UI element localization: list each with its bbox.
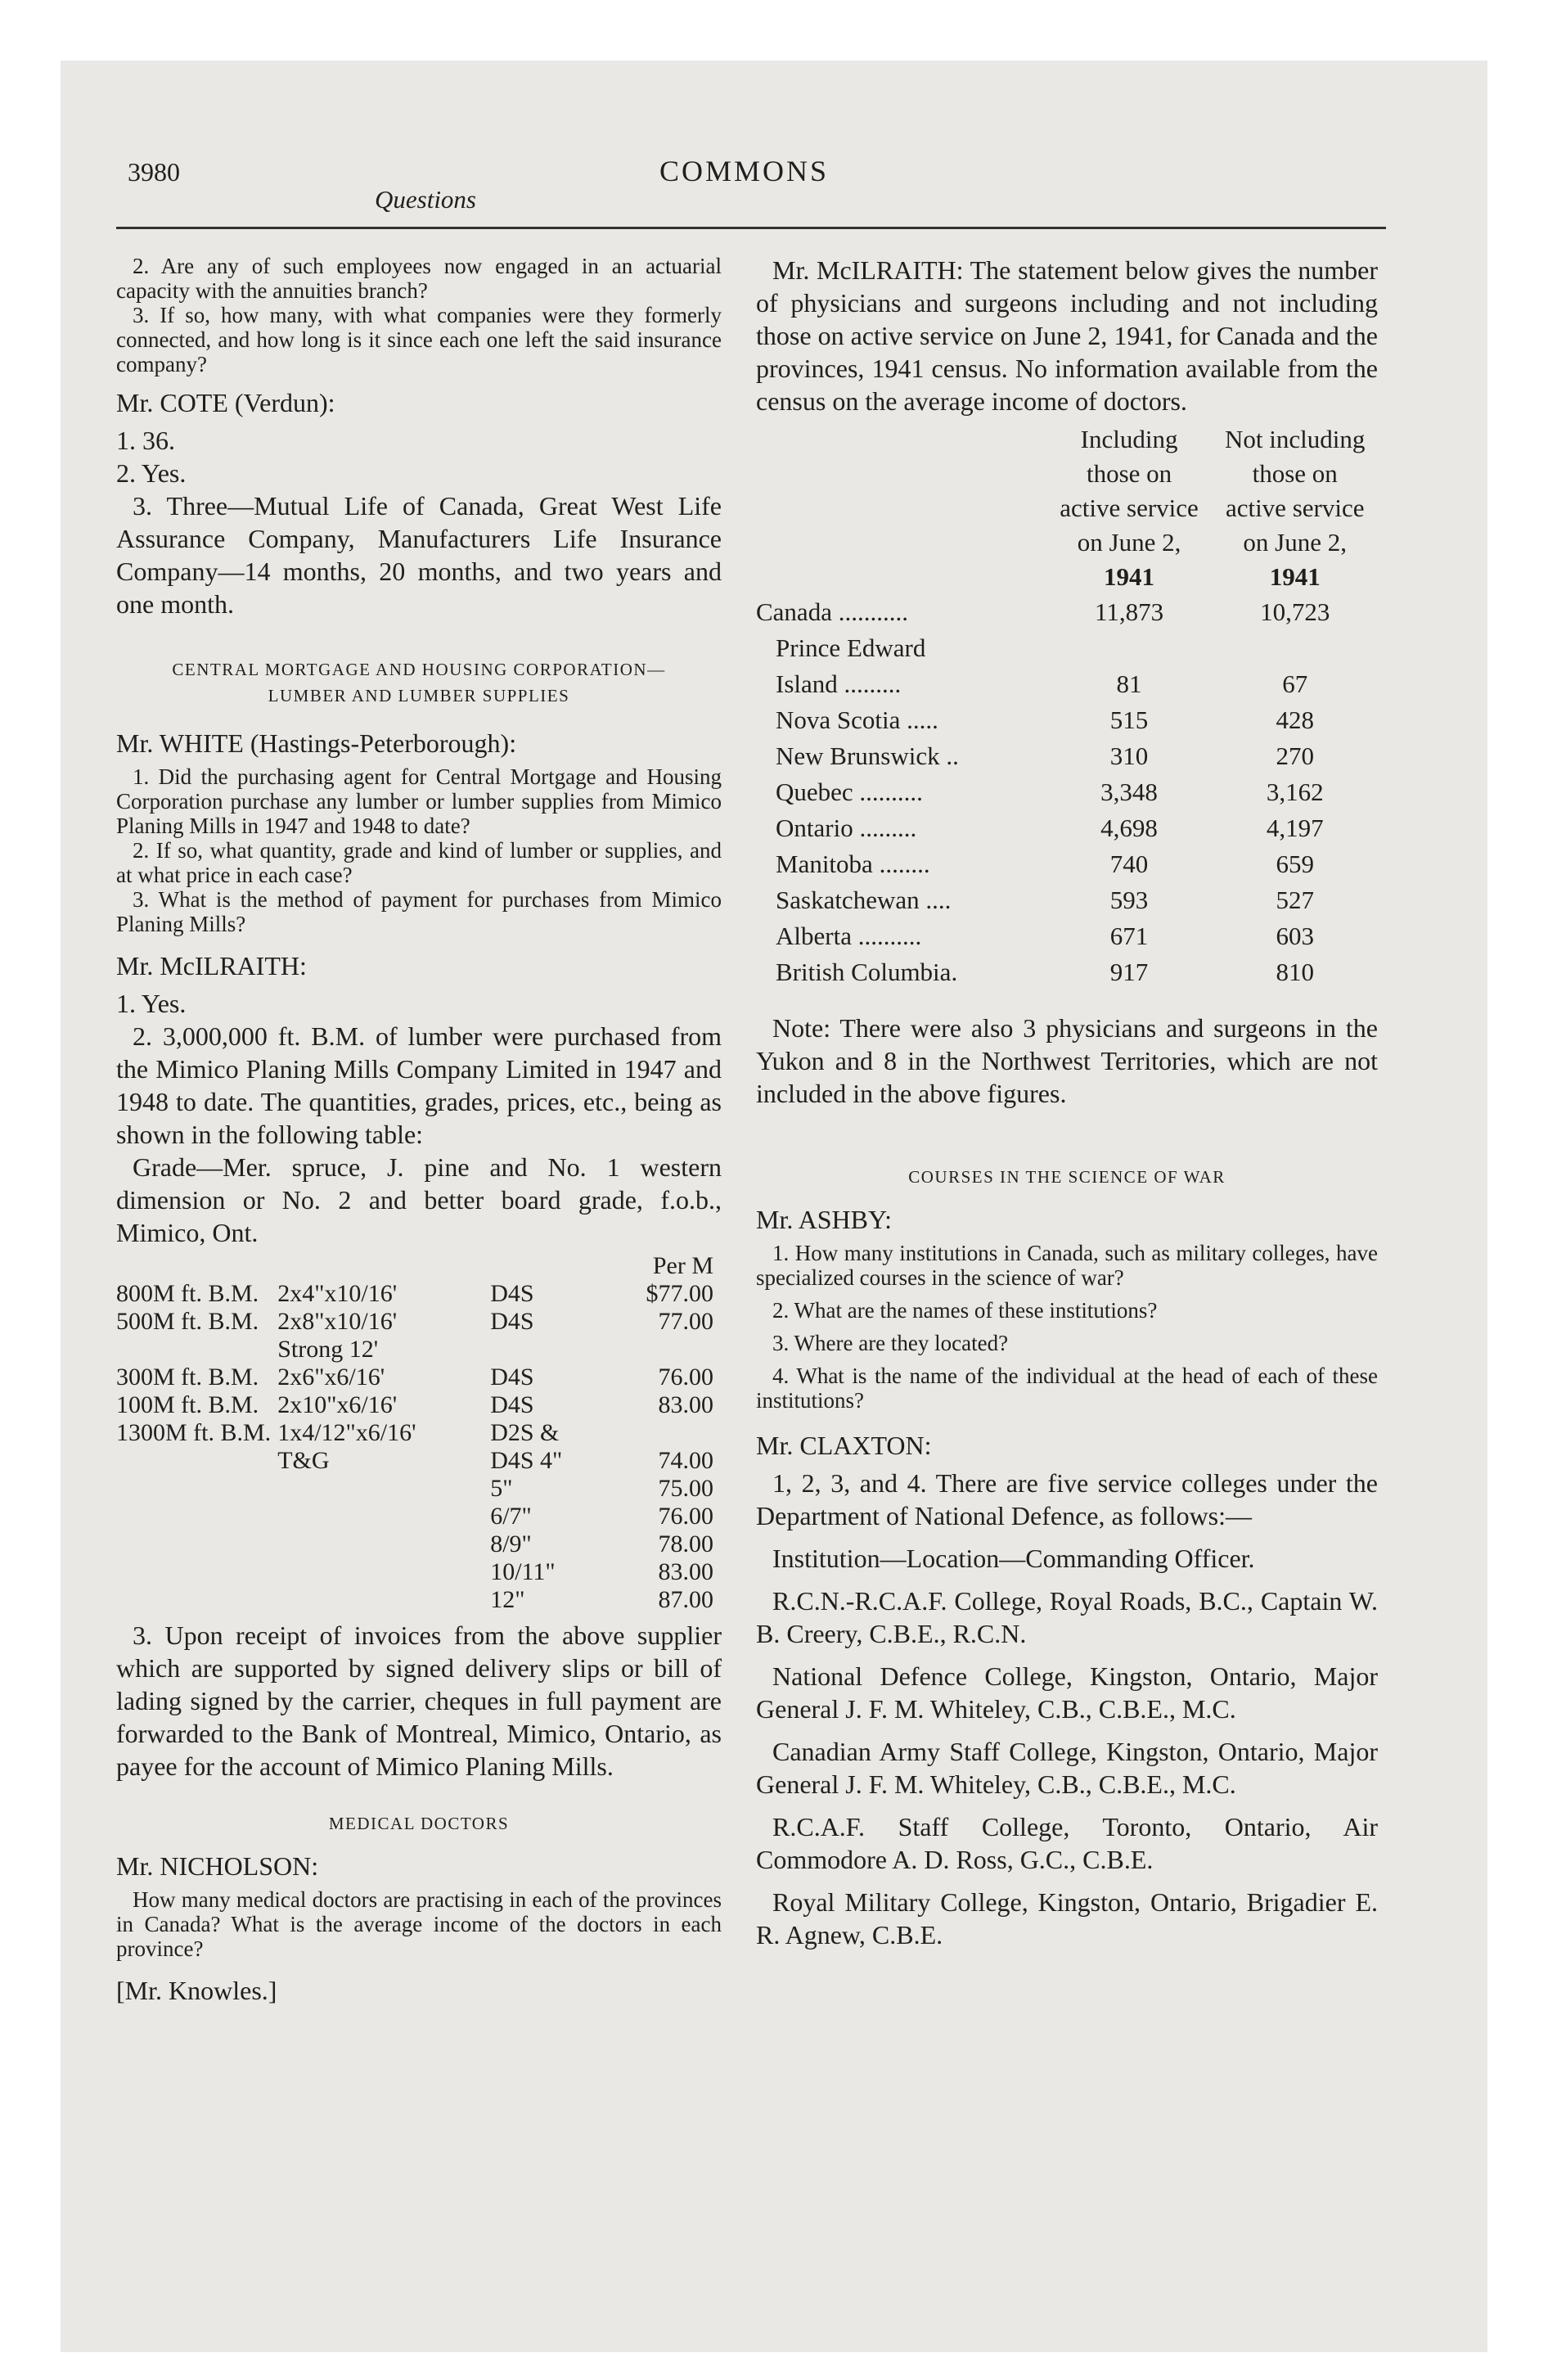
province-name: Quebec .......... — [776, 778, 923, 806]
cell-qty — [116, 1530, 271, 1558]
cell-excl: 67 — [1282, 669, 1308, 698]
page-title: COMMONS — [659, 155, 830, 187]
table-row — [116, 1391, 713, 1419]
province-name: Island ......... — [776, 669, 902, 698]
cell-price — [588, 1336, 713, 1364]
note-text: Note: There were also 3 physicians and surgeons in the Yukon and 8 in the Northwest Territories, which are not included in the above figures. — [756, 1013, 1378, 1108]
table-row — [756, 882, 1378, 918]
cell-price: 83.00 — [658, 1558, 713, 1585]
answer-text: 1, 2, 3, and 4. There are five service colleges under the Department of National Defence, as follows:— — [756, 1468, 1378, 1530]
table-row — [756, 774, 1378, 810]
answer-text: 1. 36. — [116, 426, 175, 455]
cell-price: $77.00 — [646, 1280, 713, 1307]
section-heading: CENTRAL MORTGAGE AND HOUSING CORPORATION— — [172, 660, 666, 679]
cell-finish: D4S — [490, 1308, 534, 1335]
province-name: Nova Scotia ..... — [776, 705, 938, 734]
cell-incl: 917 — [1109, 958, 1149, 986]
cell-price: 77.00 — [658, 1308, 713, 1335]
cell-finish: D4S — [490, 1364, 534, 1391]
cell-finish: 6/7" — [490, 1503, 532, 1530]
cell-size — [271, 1475, 474, 1503]
cell-size — [271, 1586, 474, 1614]
speaker-name: Mr. CLAXTON: — [756, 1431, 932, 1460]
cell-excl: 3,162 — [1266, 778, 1324, 806]
cell-excl: 810 — [1276, 958, 1314, 986]
province-name: Prince Edward — [776, 633, 926, 662]
cell-qty — [116, 1503, 271, 1530]
question-text: 3. Where are they located? — [772, 1331, 1009, 1355]
table-row — [116, 1336, 713, 1364]
cell-size: 2x10"x6/16' — [277, 1391, 398, 1418]
cell-size: Strong 12' — [277, 1336, 379, 1363]
cell-qty: 800M ft. B.M. — [116, 1280, 259, 1307]
member-attribution: [Mr. Knowles.] — [116, 1976, 277, 2005]
institution-entry: National Defence College, Kingston, Ontario, Major General J. F. M. Whiteley, C.B., C.B.E., M.C. — [756, 1661, 1378, 1724]
cell-finish: D4S — [490, 1280, 534, 1307]
answer-text: 3. Three—Mutual Life of Canada, Great West Life Assurance Company, Manufacturers Life Insurance Company—14 months, 20 months, and two years and one month. — [116, 491, 722, 619]
table-row — [756, 918, 1378, 954]
cell-size: 1x4/12"x6/16' — [277, 1419, 416, 1446]
table-row — [756, 954, 1378, 990]
table-row — [116, 1503, 713, 1530]
cell-qty — [116, 1447, 271, 1475]
speaker-name: Mr. ASHBY: — [756, 1205, 892, 1234]
question-text: 3. If so, how many, with what companies were they formerly connected, and how long is it since each one left the said insurance company? — [116, 303, 722, 376]
cell-size: T&G — [277, 1447, 330, 1474]
institution-list — [756, 1542, 1378, 1951]
cell-incl: 3,348 — [1100, 778, 1158, 806]
cell-price: 76.00 — [658, 1503, 713, 1530]
cell-incl: 671 — [1109, 922, 1149, 950]
cell-price: 74.00 — [658, 1447, 713, 1474]
table-row — [116, 1475, 713, 1503]
question-text: 1. How many institutions in Canada, such as military colleges, have specialized courses in the science of war? — [756, 1241, 1378, 1290]
institution-entry: Institution—Location—Commanding Officer. — [772, 1544, 1255, 1573]
section-heading: MEDICAL DOCTORS — [328, 1814, 510, 1833]
cell-incl: 81 — [1116, 669, 1142, 698]
cell-qty: 100M ft. B.M. — [116, 1391, 259, 1418]
cell-incl: 740 — [1109, 850, 1149, 878]
cell-finish: D2S & — [490, 1419, 560, 1446]
cell-finish: D4S 4" — [490, 1447, 563, 1474]
province-name: Saskatchewan .... — [776, 886, 952, 914]
institution-entry: R.C.A.F. Staff College, Toronto, Ontario, Air Commodore A. D. Ross, G.C., C.B.E. — [756, 1812, 1378, 1874]
speaker-name: Mr. COTE (Verdun): — [116, 388, 335, 417]
answer-text: 2. Yes. — [116, 458, 187, 488]
question-text: 2. If so, what quantity, grade and kind of lumber or supplies, and at what price in each case? — [116, 838, 722, 887]
cell-size: 2x6"x6/16' — [277, 1364, 385, 1391]
cell-finish — [474, 1336, 588, 1364]
cell-price: 78.00 — [658, 1530, 713, 1557]
cell-finish: D4S — [490, 1391, 534, 1418]
table-row — [116, 1419, 713, 1447]
cell-size — [271, 1503, 474, 1530]
header-rule — [116, 227, 1386, 229]
cell-qty — [116, 1586, 271, 1614]
province-name: Ontario ......... — [776, 814, 917, 842]
page-number: 3980 — [128, 157, 180, 187]
answer-text: Mr. McILRAITH: The statement below gives the number of physicians and surgeons including and not including those on active service on June 2, 1941, for Canada and the provinces, 1941 census. No information available from the census on the average income of doctors. — [756, 255, 1378, 416]
cell-excl: 659 — [1276, 850, 1314, 878]
table-row — [116, 1280, 713, 1308]
question-text: 2. What are the names of these institutions? — [772, 1298, 1158, 1323]
table-row — [756, 594, 1378, 630]
cell-incl: 593 — [1109, 886, 1149, 914]
province-name: Manitoba ........ — [776, 850, 930, 878]
cell-incl: 310 — [1109, 741, 1149, 770]
section-subtitle: Questions — [375, 185, 476, 214]
table-row — [756, 738, 1378, 774]
cell-excl — [1212, 630, 1378, 666]
question-text: 1. Did the purchasing agent for Central Mortgage and Housing Corporation purchase any lumber or lumber supplies from Mimico Planing Mills in 1947 and 1948 to date? — [116, 764, 722, 838]
lumber-price-table — [116, 1252, 713, 1614]
table-row — [756, 810, 1378, 846]
speaker-name: Mr. NICHOLSON: — [116, 1851, 319, 1881]
cell-excl: 527 — [1276, 886, 1314, 914]
cell-size — [271, 1558, 474, 1586]
cell-incl: 11,873 — [1095, 597, 1164, 626]
table-row — [116, 1364, 713, 1391]
cell-qty — [116, 1336, 271, 1364]
cell-price: 87.00 — [658, 1586, 713, 1613]
cell-excl: 270 — [1276, 741, 1314, 770]
section-heading: COURSES IN THE SCIENCE OF WAR — [908, 1167, 1226, 1187]
grade-text: Grade—Mer. spruce, J. pine and No. 1 western dimension or No. 2 and better board grade, f.o.b., Mimico, Ont. — [116, 1152, 722, 1247]
cell-qty: 300M ft. B.M. — [116, 1364, 259, 1391]
cell-qty: 500M ft. B.M. — [116, 1308, 259, 1335]
table-row — [116, 1586, 713, 1614]
cell-finish: 12" — [490, 1586, 525, 1613]
physicians-table — [756, 422, 1378, 990]
question-text: 3. What is the method of payment for purchases from Mimico Planing Mills? — [116, 887, 722, 936]
cell-finish: 10/11" — [490, 1558, 556, 1585]
cell-incl: 4,698 — [1100, 814, 1158, 842]
institution-entry: R.C.N.-R.C.A.F. College, Royal Roads, B.C., Captain W. B. Creery, C.B.E., R.C.N. — [756, 1586, 1378, 1648]
cell-size: 2x8"x10/16' — [277, 1308, 398, 1335]
right-column — [756, 254, 1378, 1951]
cell-finish: 8/9" — [490, 1530, 532, 1557]
province-name: New Brunswick .. — [776, 741, 959, 770]
cell-qty: 1300M ft. B.M. — [116, 1419, 272, 1446]
column-header-including: Including those on active service on June 2, 1941 — [1060, 425, 1199, 591]
speaker-name: Mr. McILRAITH: — [116, 951, 307, 980]
table-row — [116, 1530, 713, 1558]
province-name: Alberta .......... — [776, 922, 922, 950]
cell-excl: 603 — [1276, 922, 1314, 950]
table-row — [756, 846, 1378, 882]
question-text: 2. Are any of such employees now engaged in an actuarial capacity with the annuities branch? — [116, 254, 722, 303]
table-row — [116, 1558, 713, 1586]
cell-price: 83.00 — [658, 1391, 713, 1418]
cell-finish: 5" — [490, 1475, 513, 1502]
institution-entry: Canadian Army Staff College, Kingston, Ontario, Major General J. F. M. Whiteley, C.B., C.B.E., M.C. — [756, 1737, 1378, 1799]
answer-text: 2. 3,000,000 ft. B.M. of lumber were purchased from the Mimico Planing Mills Company Limited in 1947 and 1948 to date. The quantities, grades, prices, etc., being as shown in the following table: — [116, 1021, 722, 1149]
cell-qty — [116, 1558, 271, 1586]
speaker-name: Mr. WHITE (Hastings-Peterborough): — [116, 728, 517, 758]
cell-incl — [1046, 630, 1213, 666]
table-row — [116, 1447, 713, 1475]
cell-excl: 428 — [1276, 705, 1314, 734]
cell-incl: 515 — [1109, 705, 1149, 734]
left-column — [116, 254, 722, 2007]
question-text: 4. What is the name of the individual at the head of each of these institutions? — [756, 1364, 1378, 1413]
cell-size — [271, 1530, 474, 1558]
answer-text: 3. Upon receipt of invoices from the above supplier which are supported by signed delivery slips or bill of lading signed by the carrier, cheques in full payment are forwarded to the Bank of Montreal, Mimico, Ontario, as payee for the account of Mimico Planing Mills. — [116, 1620, 722, 1781]
table-row — [756, 630, 1378, 666]
cell-qty — [116, 1475, 271, 1503]
answer-text: 1. Yes. — [116, 989, 187, 1018]
cell-price: 75.00 — [658, 1475, 713, 1502]
cell-size: 2x4"x10/16' — [277, 1280, 398, 1307]
cell-price: 76.00 — [658, 1364, 713, 1391]
table-row — [116, 1308, 713, 1336]
table-row — [756, 666, 1378, 702]
province-name: British Columbia. — [776, 958, 958, 986]
cell-excl: 4,197 — [1266, 814, 1324, 842]
section-heading: LUMBER AND LUMBER SUPPLIES — [268, 686, 570, 705]
institution-entry: Royal Military College, Kingston, Ontario, Brigadier E. R. Agnew, C.B.E. — [756, 1887, 1378, 1950]
column-header-not-including: Not including those on active service on June 2, 1941 — [1225, 425, 1366, 591]
question-text: How many medical doctors are practising in each of the provinces in Canada? What is the average income of the doctors in each province? — [116, 1887, 722, 1961]
province-name: Canada ........... — [756, 597, 908, 626]
cell-price — [588, 1419, 713, 1447]
cell-excl: 10,723 — [1260, 597, 1330, 626]
table-header: Per M — [652, 1252, 713, 1279]
table-row — [756, 702, 1378, 738]
